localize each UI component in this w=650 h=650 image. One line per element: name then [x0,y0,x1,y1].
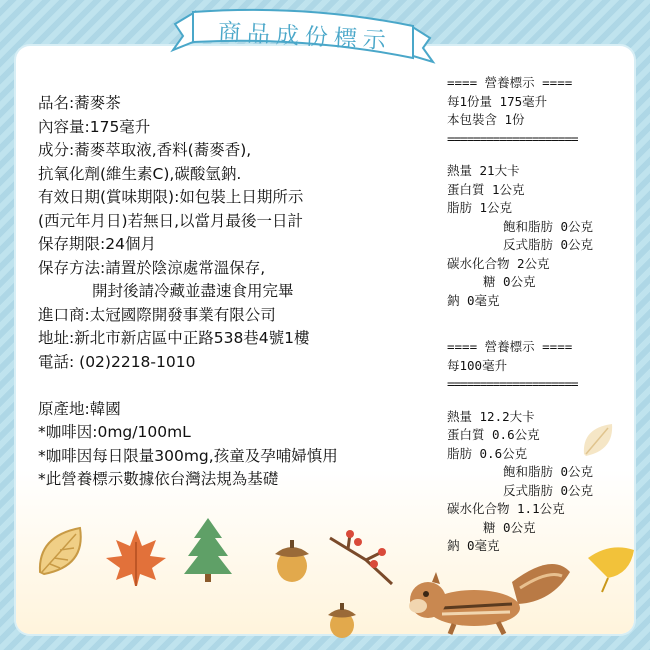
row-fat: 脂肪 1公克 [447,200,513,215]
row-sodium-100: 鈉 0毫克 [447,538,500,553]
row-sodium: 鈉 0毫克 [447,292,500,308]
nutrition-header-1: ==== 營養標示 ==== [447,75,573,90]
row-carbohydrate-100: 碳水化合物 1.1公克 [447,501,565,516]
row-carbohydrate: 碳水化合物 2公克 [447,255,550,271]
per-100ml: 每100毫升 [447,357,508,373]
row-calories: 熱量 21大卡 [447,163,520,178]
address: 地址:新北市新店區中正路538巷4號1樓 [38,329,310,347]
servings-per-pack: 本包裝含 1份 [447,112,525,127]
importer: 進口商:太冠國際開發事業有限公司 [38,305,276,324]
nutrition-facts [447,74,617,556]
squirrel-icon [402,542,572,638]
ingredients-line-2: 抗氧化劑(維生素C),碳酸氫鈉. [38,164,242,183]
caffeine-note: *咖啡因:0mg/100mL [38,423,191,441]
row-sugar-100: 糖 0公克 [483,519,536,535]
row-trans-fat: 反式脂肪 0公克 [503,237,594,252]
berry-branch-icon [326,530,396,588]
row-protein-100: 蛋白質 0.6公克 [447,427,540,442]
separator-1: ==================== [447,130,578,146]
row-sugar: 糖 0公克 [483,274,536,289]
shelf-life: 保存期限:24個月 [38,235,156,253]
storage-line-1: 保存方法:請置於陰涼處常溫保存, [38,258,266,277]
small-acorn-icon [324,600,360,640]
serving-size: 每1份量 175毫升 [447,93,548,109]
storage-line-2: 開封後請冷藏並盡速食用完畢 [92,282,294,300]
origin: 原產地:韓國 [38,399,121,418]
row-saturated-fat: 飽和脂肪 0公克 [503,218,594,234]
caffeine-limit-note: *咖啡因每日限量300mg,孩童及孕哺婦慎用 [38,446,338,465]
separator-2: ==================== [447,376,578,391]
yellow-leaf-icon [34,522,90,580]
ingredients-line-1: 成分:蕎麥萃取液,香料(蕎麥香), [38,141,252,159]
row-saturated-fat-100: 飽和脂肪 0公克 [503,464,594,479]
banner-title: 商品成份標示 [217,19,393,55]
row-calories-100: 熱量 12.2大卡 [447,408,535,424]
row-trans-fat-100: 反式脂肪 0公克 [503,482,594,498]
acorn-icon [270,536,314,584]
product-name: 品名:蕎麥茶 [38,94,121,112]
maple-leaf-icon [104,528,168,588]
content-volume: 內容量:175毫升 [38,117,151,136]
row-protein: 蛋白質 1公克 [447,181,525,197]
ginkgo-leaf-icon [584,540,638,594]
nutrition-header-2: ==== 營養標示 ==== [447,339,573,354]
product-info [38,92,448,492]
expiry-line-2: (西元年月日)若無日,以當月最後一日計 [38,211,304,230]
expiry-line-1: 有效日期(賞味期限):如包裝上日期所示 [38,188,304,206]
faded-leaf-icon [580,420,616,460]
regulation-note: *此營養標示數據依台灣法規為基礎 [38,470,279,488]
phone: 電話: (02)2218-1010 [38,352,196,371]
pine-tree-icon [182,516,234,582]
row-fat-100: 脂肪 0.6公克 [447,445,528,461]
